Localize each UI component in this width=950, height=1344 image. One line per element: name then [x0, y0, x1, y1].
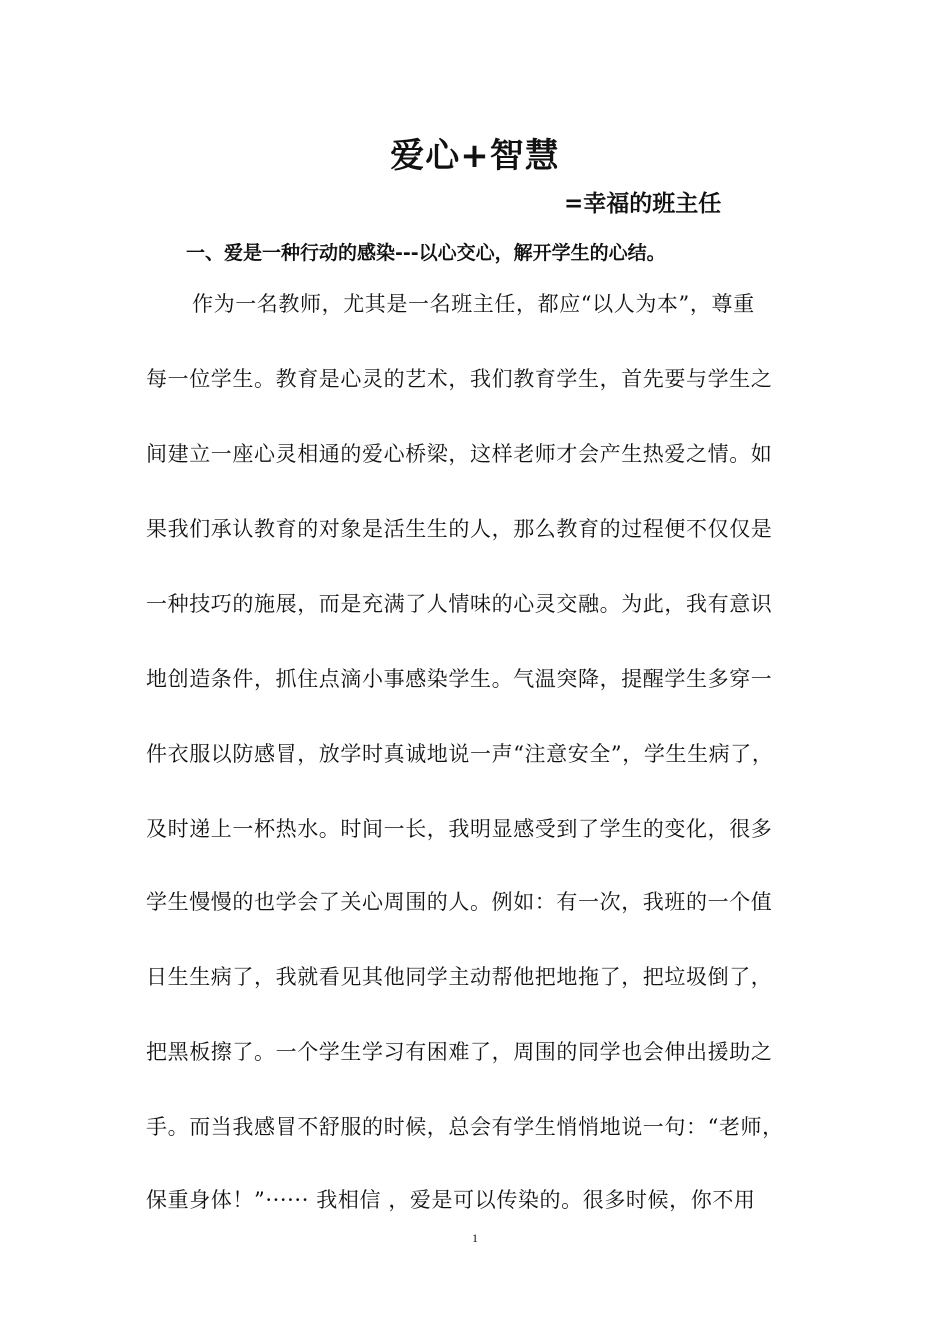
page-number: 1 [472, 1231, 478, 1245]
paragraph-line: 件衣服以防感冒，放学时真诚地说一声“注意安全”，学生生病了， [146, 742, 774, 766]
paragraph-line: 把黑板擦了。一个学生学习有困难了，周围的同学也会伸出援助之 [146, 1040, 773, 1064]
paragraph-line: 学生慢慢的也学会了关心周围的人。例如：有一次，我班的一个值 [146, 890, 773, 914]
section-heading: 一、爱是一种行动的感染---以心交心，解开学生的心结。 [186, 242, 666, 264]
paragraph-line: 作为一名教师，尤其是一名班主任，都应“以人为本”，尊重 [192, 292, 755, 316]
paragraph-line: 日生生病了，我就看见其他同学主动帮他把地拖了，把垃圾倒了， [146, 965, 773, 989]
document-subtitle: =幸福的班主任 [564, 191, 722, 217]
paragraph-line: 间建立一座心灵相通的爱心桥梁，这样老师才会产生热爱之情。如 [146, 442, 773, 466]
paragraph-line: 果我们承认教育的对象是活生生的人，那么教育的过程便不仅仅是 [146, 517, 773, 541]
paragraph-line: 保重身体！”······ 我相信 ，爱是可以传染的。很多时候，你不用 [146, 1188, 756, 1212]
paragraph-line: 手。而当我感冒不舒服的时候，总会有学生悄悄地说一句：“老师， [146, 1115, 784, 1139]
paragraph-line: 每一位学生。教育是心灵的艺术，我们教育学生，首先要与学生之 [146, 367, 773, 391]
paragraph-line: 一种技巧的施展，而是充满了人情味的心灵交融。为此，我有意识 [146, 592, 773, 616]
paragraph-line: 及时递上一杯热水。时间一长，我明显感受到了学生的变化，很多 [146, 817, 773, 841]
document-title: 爱心+智慧 [390, 136, 560, 176]
paragraph-line: 地创造条件，抓住点滴小事感染学生。气温突降，提醒学生多穿一 [146, 667, 773, 691]
